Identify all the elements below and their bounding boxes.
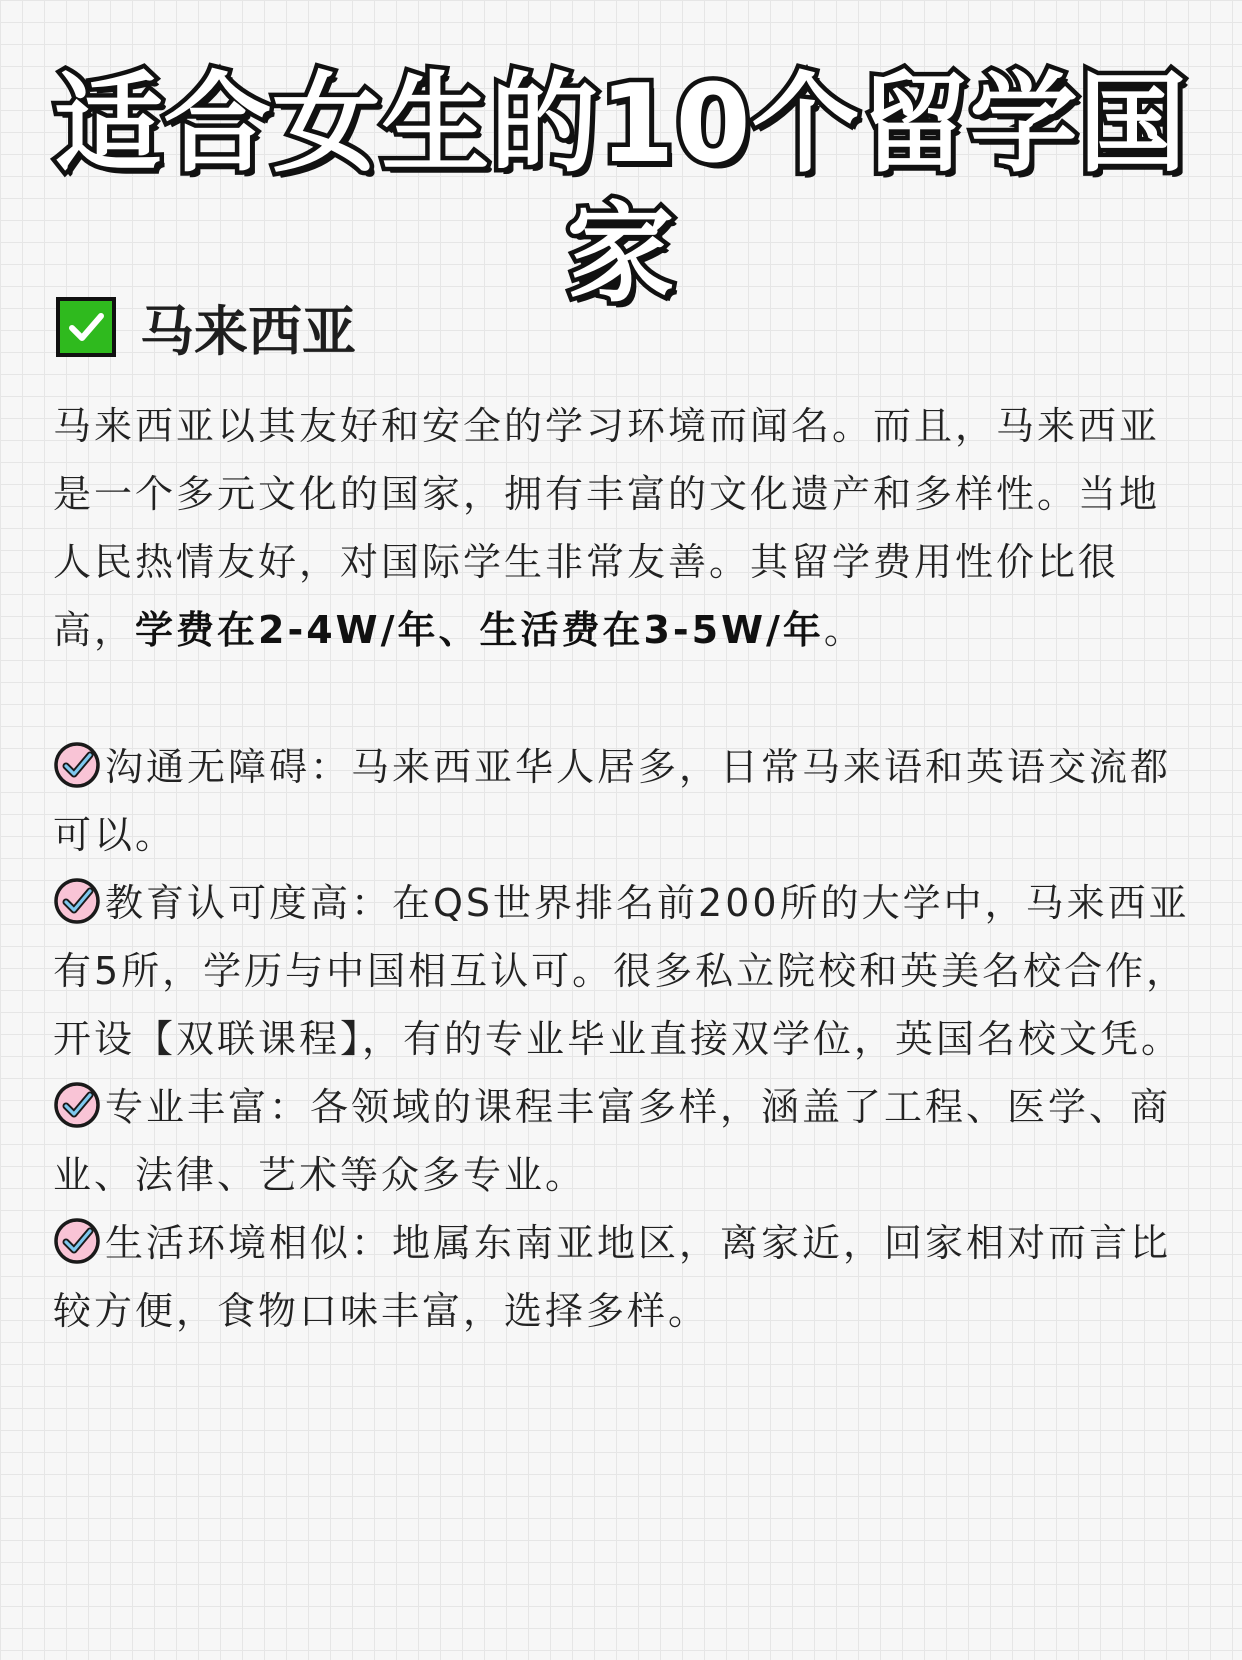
page-title: 适合女生的10个留学国家 (54, 62, 1188, 317)
list-item-text: 生活环境相似：地属东南亚地区，离家近，回家相对而言比较方便，食物口味丰富，选择多样。 (53, 1221, 1172, 1333)
intro-cost-highlight: 学费在2-4W/年、生活费在3-5W/年 (135, 608, 824, 652)
pink-check-circle-icon (53, 741, 101, 789)
intro-end: 。 (823, 608, 865, 652)
feature-list (53, 733, 1193, 1345)
list-item (53, 1209, 1193, 1345)
intro-text: 马来西亚以其友好和安全的学习环境而闻名。而且，马来西亚是一个多元文化的国家，拥有丰富的文化遗产和多样性。当地人民热情友好，对国际学生非常友善。其留学费用性价比很高， (53, 404, 1161, 652)
list-item (53, 733, 1193, 869)
pink-check-circle-icon (53, 1217, 101, 1265)
list-item (53, 869, 1193, 1073)
list-item (53, 1073, 1193, 1209)
list-item-text: 沟通无障碍：马来西亚华人居多，日常马来语和英语交流都可以。 (53, 745, 1172, 857)
pink-check-circle-icon (53, 1081, 101, 1129)
list-item-text: 专业丰富：各领域的课程丰富多样，涵盖了工程、医学、商业、法律、艺术等众多专业。 (53, 1085, 1172, 1197)
section-header (56, 293, 356, 361)
pink-check-circle-icon (53, 877, 101, 925)
section-title: 马来西亚 (140, 299, 356, 363)
intro-paragraph (53, 392, 1193, 664)
list-item-text: 教育认可度高：在QS世界排名前200所的大学中，马来西亚有5所，学历与中国相互认可。很多私立院校和英美名校合作，开设【双联课程】，有的专业毕业直接双学位，英国名校文凭。 (53, 881, 1190, 1061)
checkbox-checked-icon (56, 297, 116, 357)
